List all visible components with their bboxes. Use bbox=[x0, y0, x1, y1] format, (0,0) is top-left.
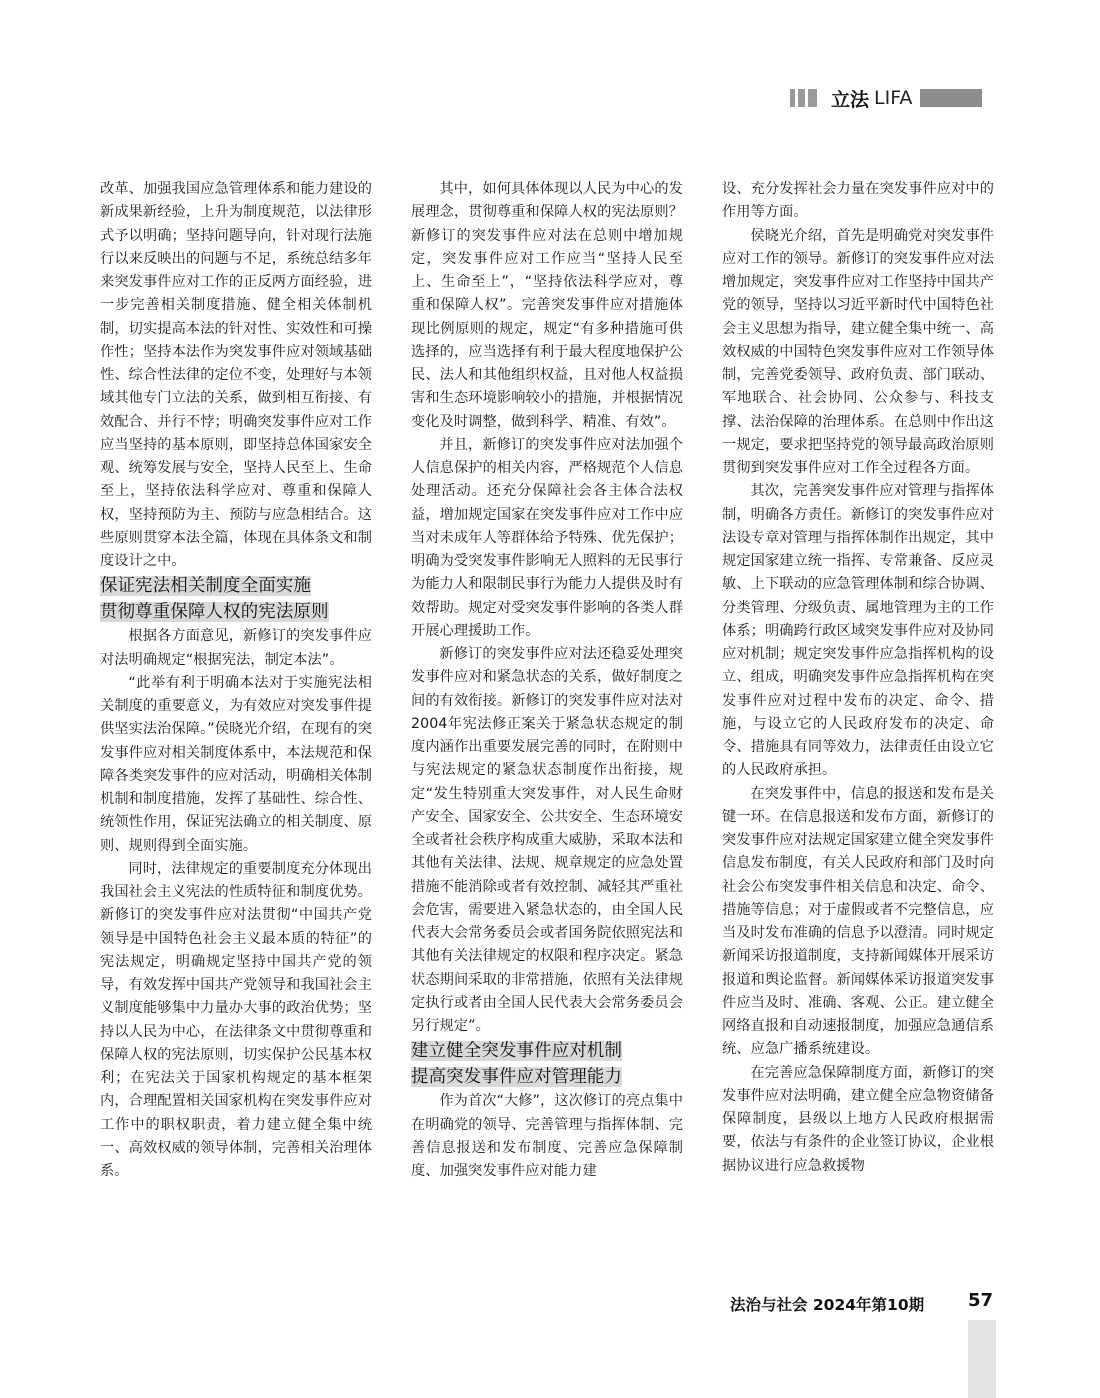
page-edge-strip bbox=[968, 1320, 996, 1398]
paragraph: 在突发事件中，信息的报送和发布是关键一环。在信息报送和发布方面，新修订的突发事件应对法规定国家建立健全突发事件信息发布制度，有关人民政府和部门及时向社会公布突发事件相关信息和决定、命令、措施等信息；对于虚假或者不完整信息，应当及时发布准确的信息予以澄清。同时规定新闻采访报道制度，支持新闻媒体开展采访报道和舆论监督。新闻媒体采访报道突发事件应当及时、准确、客观、公正。建立健全网络直报和自动速报制度，加强应急通信系统、应急广播系统建设。 bbox=[722, 785, 994, 1058]
paragraph: 新修订的突发事件应对法还稳妥处理突发事件应对和紧急状态的关系，做好制度之间的有效衔接。新修订的突发事件应对法对2004年宪法修正案关于紧急状态规定的制度内涵作出重要发展完善的同时，在附则中与宪法规定的紧急状态制度作出衔接，规定“发生特别重大突发事件，对人民生命财产安全、国家安全、公共安全、生态环境安全或者社会秩序构成重大威胁，采取本法和其他有关法律、法规、规章规定的应急处置措施不能消除或者有效控制、减轻其严重社会危害，需要进入紧急状态的，由全国人民代表大会常务委员会或者国务院依照宪法和其他有关法律规定的权限和程序决定。紧急状态期间采取的非常措施，依照有关法律规定执行或者由全国人民代表大会常务委员会另行规定”。 bbox=[411, 646, 683, 1034]
paragraph: 根据各方面意见，新修订的突发事件应对法明确规定“根据宪法，制定本法”。 bbox=[100, 628, 372, 668]
section-title-en: LIFA bbox=[874, 87, 913, 109]
header-bar-decoration bbox=[798, 89, 805, 107]
section-heading bbox=[411, 1038, 683, 1090]
heading-line: 贯彻尊重保障人权的宪法原则 bbox=[100, 602, 329, 623]
heading-line: 保证宪法相关制度全面实施 bbox=[100, 576, 312, 597]
paragraph: 并且，新修订的突发事件应对法加强个人信息保护的相关内容，严格规范个人信息处理活动。还充分保障社会各主体合法权益，增加规定国家在突发事件应对工作中应当对未成年人等群体给予特殊、优先保护；明确为受突发事件影响无人照料的无民事行为能力人和限制民事行为能力人提供及时有效帮助。规定对受突发事件影响的各类人群开展心理援助工作。 bbox=[411, 436, 683, 639]
paragraph: “此举有利于明确本法对于实施宪法相关制度的重要意义，为有效应对突发事件提供坚实法治保障。”侯晓光介绍，在现有的突发事件应对相关制度体系中，本法规范和保障各类突发事件的应对活动，明确相关体制机制和制度措施，发挥了基础性、综合性、统领性作用，保证宪法确立的相关制度、原则、规则得到全面实施。 bbox=[100, 674, 372, 854]
section-heading bbox=[100, 573, 372, 625]
header-block-decoration bbox=[920, 89, 982, 107]
paragraph: 设、充分发挥社会力量在突发事件应对中的作用等方面。 bbox=[722, 181, 994, 221]
paragraph: 在完善应急保障制度方面，新修订的突发事件应对法明确，建立健全应急物资储备保障制度，县级以上地方人民政府根据需要，依法与有条件的企业签订协议，企业根据协议进行应急救援物 bbox=[722, 1064, 994, 1174]
paragraph: 其中，如何具体体现以人民为中心的发展理念，贯彻尊重和保障人权的宪法原则？新修订的突发事件应对法在总则中增加规定，突发事件应对工作应当“坚持人民至上、生命至上”，“坚持依法科学应对，尊重和保障人权”。完善突发事件应对措施体现比例原则的规定，规定“有多种措施可供选择的，应当选择有利于最大程度地保护公民、法人和其他组织权益，且对他人权益损害和生态环境影响较小的措施，并根据情况变化及时调整，做到科学、精准、有效”。 bbox=[411, 181, 683, 430]
heading-line: 建立健全突发事件应对机制 bbox=[411, 1041, 623, 1062]
paragraph: 侯晓光介绍，首先是明确党对突发事件应对工作的领导。新修订的突发事件应对法增加规定，突发事件应对工作坚持中国共产党的领导，坚持以习近平新时代中国特色社会主义思想为指导，建立健全集中统一、高效权威的中国特色突发事件应对工作领导体制，完善党委领导、政府负责、部门联动、军地联合、社会协同、公众参与、科技支撑、法治保障的治理体系。在总则中作出这一规定，要求把坚持党的领导最高政治原则贯彻到突发事件应对工作全过程各方面。 bbox=[722, 227, 994, 476]
paragraph: 改革、加强我国应急管理体系和能力建设的新成果新经验，上升为制度规范，以法律形式予以明确；坚持问题导向，针对现行法施行以来反映出的问题与不足，系统总结多年来突发事件应对工作的正反两方面经验，进一步完善相关制度措施、健全相关体制机制，切实提高本法的针对性、实效性和可操作性；坚持本法作为突发事件应对领域基础性、综合性法律的定位不变，处理好与本领域其他专门立法的关系，做到相互衔接、有效配合、并行不悖；明确突发事件应对工作应当坚持的基本原则，即坚持总体国家安全观、统筹发展与安全，坚持人民至上、生命至上，坚持依法科学应对、尊重和保障人权，坚持预防为主、预防与应急相结合。这些原则贯穿本法全篇，体现在具体条文和制度设计之中。 bbox=[100, 181, 372, 569]
page-number: 57 bbox=[968, 1290, 994, 1311]
column-3 bbox=[722, 178, 994, 1178]
paragraph: 作为首次“大修”，这次修订的亮点集中在明确党的领导、完善管理与指挥体制、完善信息报送和发布制度、完善应急保障制度、加强突发事件应对能力建 bbox=[411, 1093, 683, 1179]
column-2 bbox=[411, 178, 683, 1183]
paragraph: 其次，完善突发事件应对管理与指挥体制，明确各方责任。新修订的突发事件应对法设专章对管理与指挥体制作出规定，其中规定国家建立统一指挥、专常兼备、反应灵敏、上下联动的应急管理体制和综合协调、分类管理、分级负责、属地管理为主的工作体系；明确跨行政区域突发事件应对及协同应对机制；规定突发事件应急指挥机构的设立、组成，明确突发事件应急指挥机构在突发事件应对过程中发布的决定、命令、措施，与设立它的人民政府发布的决定、命令、措施具有同等效力，法律责任由设立它的人民政府承担。 bbox=[722, 483, 994, 779]
header-bar-decoration bbox=[808, 89, 817, 107]
header-bar-decoration bbox=[790, 89, 795, 107]
paragraph: 同时，法律规定的重要制度充分体现出我国社会主义宪法的性质特征和制度优势。新修订的突发事件应对法贯彻“中国共产党领导是中国特色社会主义最本质的特征”的宪法规定，明确规定坚持中国共产党的领导，有效发挥中国共产党领导和我国社会主义制度能够集中力量办大事的政治优势；坚持以人民为中心，在法律条文中贯彻尊重和保障人权的宪法原则，切实保护公民基本权利；在宪法关于国家机构规定的基本框架内，合理配置相关国家机构在突发事件应对工作中的职权职责，着力建立健全集中统一、高效权威的领导体制，完善相关治理体系。 bbox=[100, 860, 372, 1179]
journal-issue: 法治与社会 2024年第10期 bbox=[730, 1296, 925, 1314]
section-header bbox=[790, 86, 982, 110]
heading-line: 提高突发事件应对管理能力 bbox=[411, 1067, 623, 1088]
section-title-cn: 立法 bbox=[831, 88, 870, 111]
column-1 bbox=[100, 178, 372, 1183]
